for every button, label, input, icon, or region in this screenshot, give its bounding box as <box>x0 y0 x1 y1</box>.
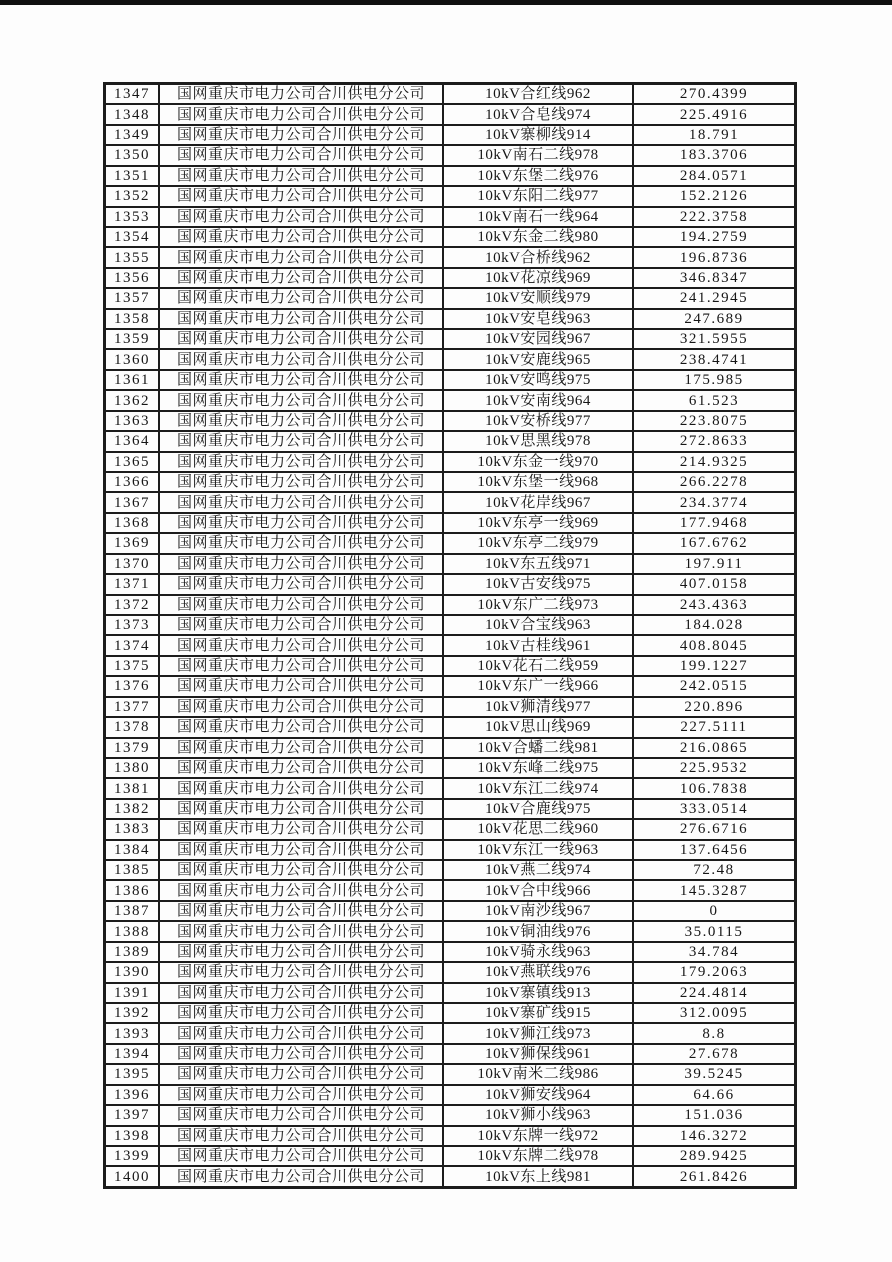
row-number-cell: 1392 <box>105 1003 160 1023</box>
row-number-cell: 1372 <box>105 595 160 615</box>
line-name-cell: 10kV狮清线977 <box>443 697 633 717</box>
table-row <box>105 186 796 206</box>
line-name-cell: 10kV合鹿线975 <box>443 799 633 819</box>
company-cell: 国网重庆市电力公司合川供电分公司 <box>159 247 443 267</box>
line-name-cell: 10kV东金二线980 <box>443 227 633 247</box>
row-number-cell: 1357 <box>105 288 160 308</box>
row-number-cell: 1362 <box>105 390 160 410</box>
line-name-cell: 10kV东广二线973 <box>443 595 633 615</box>
table-row <box>105 1166 796 1187</box>
company-cell: 国网重庆市电力公司合川供电分公司 <box>159 860 443 880</box>
table-row <box>105 615 796 635</box>
table-row <box>105 1085 796 1105</box>
row-number-cell: 1356 <box>105 268 160 288</box>
line-name-cell: 10kV安皂线963 <box>443 309 633 329</box>
value-cell: 346.8347 <box>633 268 796 288</box>
value-cell: 216.0865 <box>633 738 796 758</box>
table-row <box>105 901 796 921</box>
table-row <box>105 819 796 839</box>
line-name-cell: 10kV东亭二线979 <box>443 533 633 553</box>
line-name-cell: 10kV狮保线961 <box>443 1044 633 1064</box>
row-number-cell: 1377 <box>105 697 160 717</box>
value-cell: 407.0158 <box>633 574 796 594</box>
value-cell: 408.8045 <box>633 635 796 655</box>
row-number-cell: 1395 <box>105 1064 160 1084</box>
value-cell: 214.9325 <box>633 452 796 472</box>
value-cell: 225.4916 <box>633 104 796 124</box>
line-name-cell: 10kV花石二线959 <box>443 656 633 676</box>
value-cell: 222.3758 <box>633 207 796 227</box>
company-cell: 国网重庆市电力公司合川供电分公司 <box>159 492 443 512</box>
row-number-cell: 1399 <box>105 1146 160 1166</box>
company-cell: 国网重庆市电力公司合川供电分公司 <box>159 84 443 105</box>
row-number-cell: 1369 <box>105 533 160 553</box>
scanned-document-table <box>103 82 797 1189</box>
row-number-cell: 1379 <box>105 738 160 758</box>
table-row <box>105 738 796 758</box>
row-number-cell: 1360 <box>105 349 160 369</box>
line-name-cell: 10kV东上线981 <box>443 1166 633 1187</box>
company-cell: 国网重庆市电力公司合川供电分公司 <box>159 921 443 941</box>
row-number-cell: 1394 <box>105 1044 160 1064</box>
table-row <box>105 778 796 798</box>
value-cell: 270.4399 <box>633 84 796 105</box>
table-row <box>105 921 796 941</box>
line-name-cell: 10kV安鸣线975 <box>443 370 633 390</box>
value-cell: 152.2126 <box>633 186 796 206</box>
table-row <box>105 840 796 860</box>
row-number-cell: 1365 <box>105 452 160 472</box>
value-cell: 151.036 <box>633 1105 796 1125</box>
row-number-cell: 1349 <box>105 125 160 145</box>
table-row <box>105 227 796 247</box>
line-name-cell: 10kV古桂线961 <box>443 635 633 655</box>
value-cell: 184.028 <box>633 615 796 635</box>
row-number-cell: 1387 <box>105 901 160 921</box>
value-cell: 64.66 <box>633 1085 796 1105</box>
table-row <box>105 309 796 329</box>
row-number-cell: 1350 <box>105 145 160 165</box>
table-row <box>105 104 796 124</box>
row-number-cell: 1385 <box>105 860 160 880</box>
line-name-cell: 10kV东金一线970 <box>443 452 633 472</box>
row-number-cell: 1354 <box>105 227 160 247</box>
line-name-cell: 10kV安园线967 <box>443 329 633 349</box>
row-number-cell: 1371 <box>105 574 160 594</box>
company-cell: 国网重庆市电力公司合川供电分公司 <box>159 676 443 696</box>
company-cell: 国网重庆市电力公司合川供电分公司 <box>159 1085 443 1105</box>
power-line-table <box>103 82 797 1189</box>
company-cell: 国网重庆市电力公司合川供电分公司 <box>159 901 443 921</box>
company-cell: 国网重庆市电力公司合川供电分公司 <box>159 1003 443 1023</box>
line-name-cell: 10kV安桥线977 <box>443 411 633 431</box>
row-number-cell: 1388 <box>105 921 160 941</box>
line-name-cell: 10kV东堡二线976 <box>443 166 633 186</box>
company-cell: 国网重庆市电力公司合川供电分公司 <box>159 840 443 860</box>
value-cell: 220.896 <box>633 697 796 717</box>
line-name-cell: 10kV古安线975 <box>443 574 633 594</box>
line-name-cell: 10kV安鹿线965 <box>443 349 633 369</box>
table-row <box>105 247 796 267</box>
value-cell: 0 <box>633 901 796 921</box>
line-name-cell: 10kV东峰二线975 <box>443 758 633 778</box>
value-cell: 243.4363 <box>633 595 796 615</box>
company-cell: 国网重庆市电力公司合川供电分公司 <box>159 166 443 186</box>
line-name-cell: 10kV南米二线986 <box>443 1064 633 1084</box>
line-name-cell: 10kV骑永线963 <box>443 942 633 962</box>
company-cell: 国网重庆市电力公司合川供电分公司 <box>159 1105 443 1125</box>
row-number-cell: 1396 <box>105 1085 160 1105</box>
value-cell: 333.0514 <box>633 799 796 819</box>
company-cell: 国网重庆市电力公司合川供电分公司 <box>159 145 443 165</box>
table-row <box>105 84 796 105</box>
line-name-cell: 10kV寨柳线914 <box>443 125 633 145</box>
value-cell: 39.5245 <box>633 1064 796 1084</box>
row-number-cell: 1381 <box>105 778 160 798</box>
value-cell: 106.7838 <box>633 778 796 798</box>
row-number-cell: 1400 <box>105 1166 160 1187</box>
company-cell: 国网重庆市电力公司合川供电分公司 <box>159 697 443 717</box>
table-row <box>105 390 796 410</box>
value-cell: 137.6456 <box>633 840 796 860</box>
line-name-cell: 10kV花凉线969 <box>443 268 633 288</box>
line-name-cell: 10kV东江一线963 <box>443 840 633 860</box>
table-row <box>105 635 796 655</box>
table-row <box>105 1064 796 1084</box>
company-cell: 国网重庆市电力公司合川供电分公司 <box>159 595 443 615</box>
value-cell: 234.3774 <box>633 492 796 512</box>
value-cell: 196.8736 <box>633 247 796 267</box>
row-number-cell: 1353 <box>105 207 160 227</box>
company-cell: 国网重庆市电力公司合川供电分公司 <box>159 288 443 308</box>
value-cell: 167.6762 <box>633 533 796 553</box>
value-cell: 183.3706 <box>633 145 796 165</box>
line-name-cell: 10kV南石一线964 <box>443 207 633 227</box>
row-number-cell: 1391 <box>105 983 160 1003</box>
table-row <box>105 268 796 288</box>
value-cell: 276.6716 <box>633 819 796 839</box>
row-number-cell: 1351 <box>105 166 160 186</box>
company-cell: 国网重庆市电力公司合川供电分公司 <box>159 1044 443 1064</box>
value-cell: 247.689 <box>633 309 796 329</box>
row-number-cell: 1364 <box>105 431 160 451</box>
table-row <box>105 656 796 676</box>
line-name-cell: 10kV狮安线964 <box>443 1085 633 1105</box>
row-number-cell: 1355 <box>105 247 160 267</box>
table-row <box>105 880 796 900</box>
line-name-cell: 10kV合中线966 <box>443 880 633 900</box>
value-cell: 175.985 <box>633 370 796 390</box>
company-cell: 国网重庆市电力公司合川供电分公司 <box>159 1023 443 1043</box>
line-name-cell: 10kV合红线962 <box>443 84 633 105</box>
line-name-cell: 10kV铜油线976 <box>443 921 633 941</box>
value-cell: 34.784 <box>633 942 796 962</box>
table-row <box>105 1044 796 1064</box>
company-cell: 国网重庆市电力公司合川供电分公司 <box>159 1126 443 1146</box>
line-name-cell: 10kV狮小线963 <box>443 1105 633 1125</box>
company-cell: 国网重庆市电力公司合川供电分公司 <box>159 533 443 553</box>
line-name-cell: 10kV安顺线979 <box>443 288 633 308</box>
table-row <box>105 962 796 982</box>
table-row <box>105 799 796 819</box>
company-cell: 国网重庆市电力公司合川供电分公司 <box>159 227 443 247</box>
table-row <box>105 472 796 492</box>
table-row <box>105 717 796 737</box>
company-cell: 国网重庆市电力公司合川供电分公司 <box>159 186 443 206</box>
row-number-cell: 1383 <box>105 819 160 839</box>
company-cell: 国网重庆市电力公司合川供电分公司 <box>159 880 443 900</box>
company-cell: 国网重庆市电力公司合川供电分公司 <box>159 268 443 288</box>
company-cell: 国网重庆市电力公司合川供电分公司 <box>159 983 443 1003</box>
table-row <box>105 207 796 227</box>
value-cell: 266.2278 <box>633 472 796 492</box>
table-row <box>105 1126 796 1146</box>
row-number-cell: 1397 <box>105 1105 160 1125</box>
row-number-cell: 1347 <box>105 84 160 105</box>
line-name-cell: 10kV思山线969 <box>443 717 633 737</box>
value-cell: 35.0115 <box>633 921 796 941</box>
company-cell: 国网重庆市电力公司合川供电分公司 <box>159 942 443 962</box>
table-row <box>105 1003 796 1023</box>
row-number-cell: 1389 <box>105 942 160 962</box>
company-cell: 国网重庆市电力公司合川供电分公司 <box>159 962 443 982</box>
table-row <box>105 554 796 574</box>
row-number-cell: 1373 <box>105 615 160 635</box>
table-row <box>105 1146 796 1166</box>
value-cell: 321.5955 <box>633 329 796 349</box>
line-name-cell: 10kV安南线964 <box>443 390 633 410</box>
value-cell: 146.3272 <box>633 1126 796 1146</box>
table-row <box>105 1105 796 1125</box>
company-cell: 国网重庆市电力公司合川供电分公司 <box>159 452 443 472</box>
line-name-cell: 10kV花岸线967 <box>443 492 633 512</box>
value-cell: 61.523 <box>633 390 796 410</box>
table-row <box>105 533 796 553</box>
line-name-cell: 10kV东五线971 <box>443 554 633 574</box>
table-body <box>105 84 796 1188</box>
value-cell: 312.0095 <box>633 1003 796 1023</box>
value-cell: 223.8075 <box>633 411 796 431</box>
line-name-cell: 10kV东牌二线978 <box>443 1146 633 1166</box>
row-number-cell: 1390 <box>105 962 160 982</box>
row-number-cell: 1368 <box>105 513 160 533</box>
value-cell: 8.8 <box>633 1023 796 1043</box>
company-cell: 国网重庆市电力公司合川供电分公司 <box>159 207 443 227</box>
line-name-cell: 10kV东堡一线968 <box>443 472 633 492</box>
row-number-cell: 1366 <box>105 472 160 492</box>
table-row <box>105 166 796 186</box>
line-name-cell: 10kV寨镇线913 <box>443 983 633 1003</box>
company-cell: 国网重庆市电力公司合川供电分公司 <box>159 513 443 533</box>
table-row <box>105 942 796 962</box>
company-cell: 国网重庆市电力公司合川供电分公司 <box>159 329 443 349</box>
value-cell: 261.8426 <box>633 1166 796 1187</box>
row-number-cell: 1398 <box>105 1126 160 1146</box>
table-row <box>105 370 796 390</box>
value-cell: 225.9532 <box>633 758 796 778</box>
company-cell: 国网重庆市电力公司合川供电分公司 <box>159 1064 443 1084</box>
table-row <box>105 574 796 594</box>
value-cell: 242.0515 <box>633 676 796 696</box>
value-cell: 289.9425 <box>633 1146 796 1166</box>
line-name-cell: 10kV东牌一线972 <box>443 1126 633 1146</box>
row-number-cell: 1358 <box>105 309 160 329</box>
company-cell: 国网重庆市电力公司合川供电分公司 <box>159 635 443 655</box>
row-number-cell: 1361 <box>105 370 160 390</box>
row-number-cell: 1363 <box>105 411 160 431</box>
value-cell: 18.791 <box>633 125 796 145</box>
value-cell: 238.4741 <box>633 349 796 369</box>
company-cell: 国网重庆市电力公司合川供电分公司 <box>159 1166 443 1187</box>
row-number-cell: 1359 <box>105 329 160 349</box>
table-row <box>105 676 796 696</box>
page-top-strip <box>0 0 892 5</box>
table-row <box>105 697 796 717</box>
row-number-cell: 1375 <box>105 656 160 676</box>
line-name-cell: 10kV东阳二线977 <box>443 186 633 206</box>
table-row <box>105 349 796 369</box>
line-name-cell: 10kV南石二线978 <box>443 145 633 165</box>
table-row <box>105 492 796 512</box>
company-cell: 国网重庆市电力公司合川供电分公司 <box>159 370 443 390</box>
row-number-cell: 1384 <box>105 840 160 860</box>
row-number-cell: 1352 <box>105 186 160 206</box>
row-number-cell: 1378 <box>105 717 160 737</box>
table-row <box>105 860 796 880</box>
table-row <box>105 513 796 533</box>
table-row <box>105 288 796 308</box>
value-cell: 224.4814 <box>633 983 796 1003</box>
line-name-cell: 10kV东亭一线969 <box>443 513 633 533</box>
row-number-cell: 1386 <box>105 880 160 900</box>
row-number-cell: 1370 <box>105 554 160 574</box>
value-cell: 199.1227 <box>633 656 796 676</box>
company-cell: 国网重庆市电力公司合川供电分公司 <box>159 717 443 737</box>
table-row <box>105 1023 796 1043</box>
table-row <box>105 145 796 165</box>
table-row <box>105 595 796 615</box>
value-cell: 241.2945 <box>633 288 796 308</box>
row-number-cell: 1382 <box>105 799 160 819</box>
line-name-cell: 10kV思黑线978 <box>443 431 633 451</box>
line-name-cell: 10kV燕二线974 <box>443 860 633 880</box>
company-cell: 国网重庆市电力公司合川供电分公司 <box>159 431 443 451</box>
line-name-cell: 10kV合桥线962 <box>443 247 633 267</box>
row-number-cell: 1393 <box>105 1023 160 1043</box>
line-name-cell: 10kV东广一线966 <box>443 676 633 696</box>
row-number-cell: 1374 <box>105 635 160 655</box>
table-row <box>105 329 796 349</box>
value-cell: 72.48 <box>633 860 796 880</box>
value-cell: 284.0571 <box>633 166 796 186</box>
table-row <box>105 431 796 451</box>
value-cell: 197.911 <box>633 554 796 574</box>
company-cell: 国网重庆市电力公司合川供电分公司 <box>159 574 443 594</box>
table-row <box>105 125 796 145</box>
company-cell: 国网重庆市电力公司合川供电分公司 <box>159 472 443 492</box>
company-cell: 国网重庆市电力公司合川供电分公司 <box>159 778 443 798</box>
table-row <box>105 452 796 472</box>
company-cell: 国网重庆市电力公司合川供电分公司 <box>159 411 443 431</box>
company-cell: 国网重庆市电力公司合川供电分公司 <box>159 125 443 145</box>
table-row <box>105 758 796 778</box>
row-number-cell: 1376 <box>105 676 160 696</box>
company-cell: 国网重庆市电力公司合川供电分公司 <box>159 799 443 819</box>
company-cell: 国网重庆市电力公司合川供电分公司 <box>159 309 443 329</box>
line-name-cell: 10kV花思二线960 <box>443 819 633 839</box>
line-name-cell: 10kV南沙线967 <box>443 901 633 921</box>
line-name-cell: 10kV燕联线976 <box>443 962 633 982</box>
line-name-cell: 10kV合宝线963 <box>443 615 633 635</box>
company-cell: 国网重庆市电力公司合川供电分公司 <box>159 819 443 839</box>
value-cell: 179.2063 <box>633 962 796 982</box>
line-name-cell: 10kV狮江线973 <box>443 1023 633 1043</box>
company-cell: 国网重庆市电力公司合川供电分公司 <box>159 656 443 676</box>
value-cell: 194.2759 <box>633 227 796 247</box>
table-row <box>105 983 796 1003</box>
value-cell: 145.3287 <box>633 880 796 900</box>
line-name-cell: 10kV寨矿线915 <box>443 1003 633 1023</box>
company-cell: 国网重庆市电力公司合川供电分公司 <box>159 1146 443 1166</box>
line-name-cell: 10kV东江二线974 <box>443 778 633 798</box>
value-cell: 177.9468 <box>633 513 796 533</box>
company-cell: 国网重庆市电力公司合川供电分公司 <box>159 390 443 410</box>
value-cell: 227.5111 <box>633 717 796 737</box>
row-number-cell: 1380 <box>105 758 160 778</box>
company-cell: 国网重庆市电力公司合川供电分公司 <box>159 615 443 635</box>
row-number-cell: 1367 <box>105 492 160 512</box>
table-row <box>105 411 796 431</box>
company-cell: 国网重庆市电力公司合川供电分公司 <box>159 738 443 758</box>
line-name-cell: 10kV合皂线974 <box>443 104 633 124</box>
line-name-cell: 10kV合蟠二线981 <box>443 738 633 758</box>
company-cell: 国网重庆市电力公司合川供电分公司 <box>159 349 443 369</box>
company-cell: 国网重庆市电力公司合川供电分公司 <box>159 554 443 574</box>
row-number-cell: 1348 <box>105 104 160 124</box>
value-cell: 272.8633 <box>633 431 796 451</box>
value-cell: 27.678 <box>633 1044 796 1064</box>
company-cell: 国网重庆市电力公司合川供电分公司 <box>159 104 443 124</box>
company-cell: 国网重庆市电力公司合川供电分公司 <box>159 758 443 778</box>
